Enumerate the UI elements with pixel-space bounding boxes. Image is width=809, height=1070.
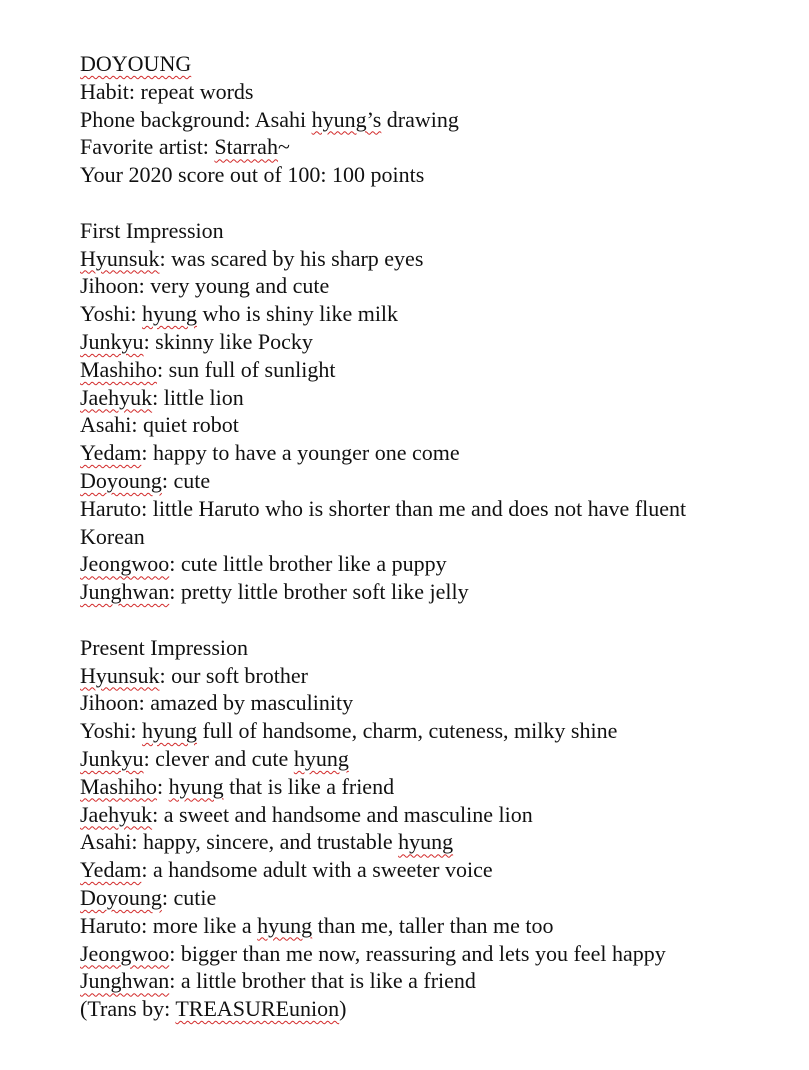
flagged-word: hyung: [293, 745, 349, 771]
line-text: : was scared by his sharp eyes: [159, 245, 424, 271]
flagged-word: Mashiho: [80, 773, 157, 799]
first-impression-line: [80, 495, 800, 523]
present-impression-line: [80, 940, 800, 968]
present-impression-line: [80, 967, 800, 995]
line-text: Phone background: Asahi: [80, 106, 312, 132]
line-text: that is like a friend: [223, 773, 395, 799]
present-impression-line: [80, 828, 800, 856]
line-text: Asahi: happy, sincere, and trustable: [80, 829, 399, 855]
line-text: : skinny like Pocky: [143, 328, 313, 354]
line-text: : little lion: [152, 384, 244, 410]
line-text: Asahi: quiet robot: [80, 412, 239, 438]
first-impression-line: [80, 467, 800, 495]
profile-section: [80, 78, 800, 189]
flagged-word: hyung: [141, 301, 197, 327]
line-text: : cute: [161, 467, 211, 493]
line-text: : a little brother that is like a friend: [169, 968, 476, 994]
first-impression-list: [80, 245, 800, 606]
first-impression-line: [80, 300, 800, 328]
flagged-word: Jaehyuk: [80, 384, 153, 410]
line-text: : our soft brother: [159, 662, 308, 688]
present-impression-line: [80, 884, 800, 912]
flagged-word: hyung: [398, 829, 454, 855]
line-text: :: [157, 773, 169, 799]
flagged-word: Jeongwoo: [80, 940, 170, 966]
present-impression-line: [80, 717, 800, 745]
spacer: [80, 189, 800, 217]
line-text: (Trans by:: [80, 996, 176, 1022]
line-text: Jihoon: very young and cute: [80, 273, 330, 299]
present-impression-line: [80, 801, 800, 829]
line-text: : pretty little brother soft like jelly: [169, 579, 469, 605]
first-impression-line: [80, 328, 800, 356]
present-impression-line: [80, 689, 800, 717]
first-impression-heading: First Impression: [80, 217, 224, 243]
first-impression-line: [80, 550, 800, 578]
flagged-word: Mashiho: [80, 356, 157, 382]
line-text: : a handsome adult with a sweeter voice: [141, 857, 493, 883]
flagged-word: Doyoung: [80, 467, 162, 493]
line-text: : bigger than me now, reassuring and lets you feel happy: [169, 940, 666, 966]
line-text: : clever and cute: [143, 745, 294, 771]
first-impression-line: [80, 523, 800, 551]
first-impression-line: [80, 245, 800, 273]
line-text: who is shiny like milk: [196, 301, 399, 327]
line-text: Yoshi:: [80, 301, 142, 327]
flagged-word: hyung’s: [311, 106, 382, 132]
line-text: Habit: repeat words: [80, 78, 254, 104]
line-text: full of handsome, charm, cuteness, milky shine: [196, 718, 618, 744]
first-impression-section: [80, 217, 800, 606]
flagged-word: Junghwan: [80, 579, 170, 605]
title-text: DOYOUNG: [80, 51, 192, 76]
present-impression-line: [80, 856, 800, 884]
flagged-word: hyung: [141, 718, 197, 744]
present-impression-section: [80, 634, 800, 995]
first-impression-line: [80, 411, 800, 439]
flagged-word: Junghwan: [80, 968, 170, 994]
first-impression-line: [80, 578, 800, 606]
profile-line: [80, 78, 800, 106]
line-text: Yoshi:: [80, 718, 142, 744]
line-text: : cutie: [161, 884, 217, 910]
profile-line: [80, 106, 800, 134]
line-text: ~: [277, 134, 290, 160]
profile-line: [80, 133, 800, 161]
document-title: [80, 50, 800, 78]
line-text: Jihoon: amazed by masculinity: [80, 690, 354, 716]
flagged-word: hyung: [257, 912, 313, 938]
line-text: Haruto: little Haruto who is shorter than me and does not have fluent: [80, 495, 687, 521]
translation-credit: [80, 995, 800, 1023]
present-impression-heading: Present Impression: [80, 634, 249, 660]
first-impression-line: [80, 272, 800, 300]
first-impression-line: [80, 356, 800, 384]
flagged-word: Jeongwoo: [80, 551, 170, 577]
line-text: Your 2020 score out of 100: 100 points: [80, 162, 425, 188]
spacer: [80, 606, 800, 634]
line-text: : a sweet and handsome and masculine lion: [152, 801, 533, 827]
present-impression-line: [80, 745, 800, 773]
line-text: : happy to have a younger one come: [141, 440, 460, 466]
line-text: : sun full of sunlight: [157, 356, 336, 382]
profile-line: [80, 161, 800, 189]
flagged-word: Yedam: [80, 440, 142, 466]
line-text: than me, taller than me too: [312, 912, 554, 938]
first-impression-line: [80, 439, 800, 467]
first-impression-line: [80, 384, 800, 412]
document-body: [80, 50, 800, 1023]
flagged-word: Hyunsuk: [80, 245, 160, 271]
flagged-word: hyung: [168, 773, 224, 799]
line-text: drawing: [381, 106, 459, 132]
present-impression-line: [80, 912, 800, 940]
flagged-word: Yedam: [80, 857, 142, 883]
line-text: ): [339, 996, 347, 1022]
flagged-word: Junkyu: [80, 745, 144, 771]
line-text: Favorite artist:: [80, 134, 215, 160]
flagged-word: TREASUREunion: [175, 996, 340, 1022]
flagged-word: Hyunsuk: [80, 662, 160, 688]
line-text: : cute little brother like a puppy: [169, 551, 447, 577]
flagged-word: Starrah: [214, 134, 278, 160]
present-impression-line: [80, 773, 800, 801]
present-impression-line: [80, 662, 800, 690]
flagged-word: Doyoung: [80, 884, 162, 910]
flagged-word: Jaehyuk: [80, 801, 153, 827]
line-text: Haruto: more like a: [80, 912, 258, 938]
line-text: Korean: [80, 523, 145, 549]
flagged-word: Junkyu: [80, 328, 144, 354]
present-impression-list: [80, 662, 800, 996]
